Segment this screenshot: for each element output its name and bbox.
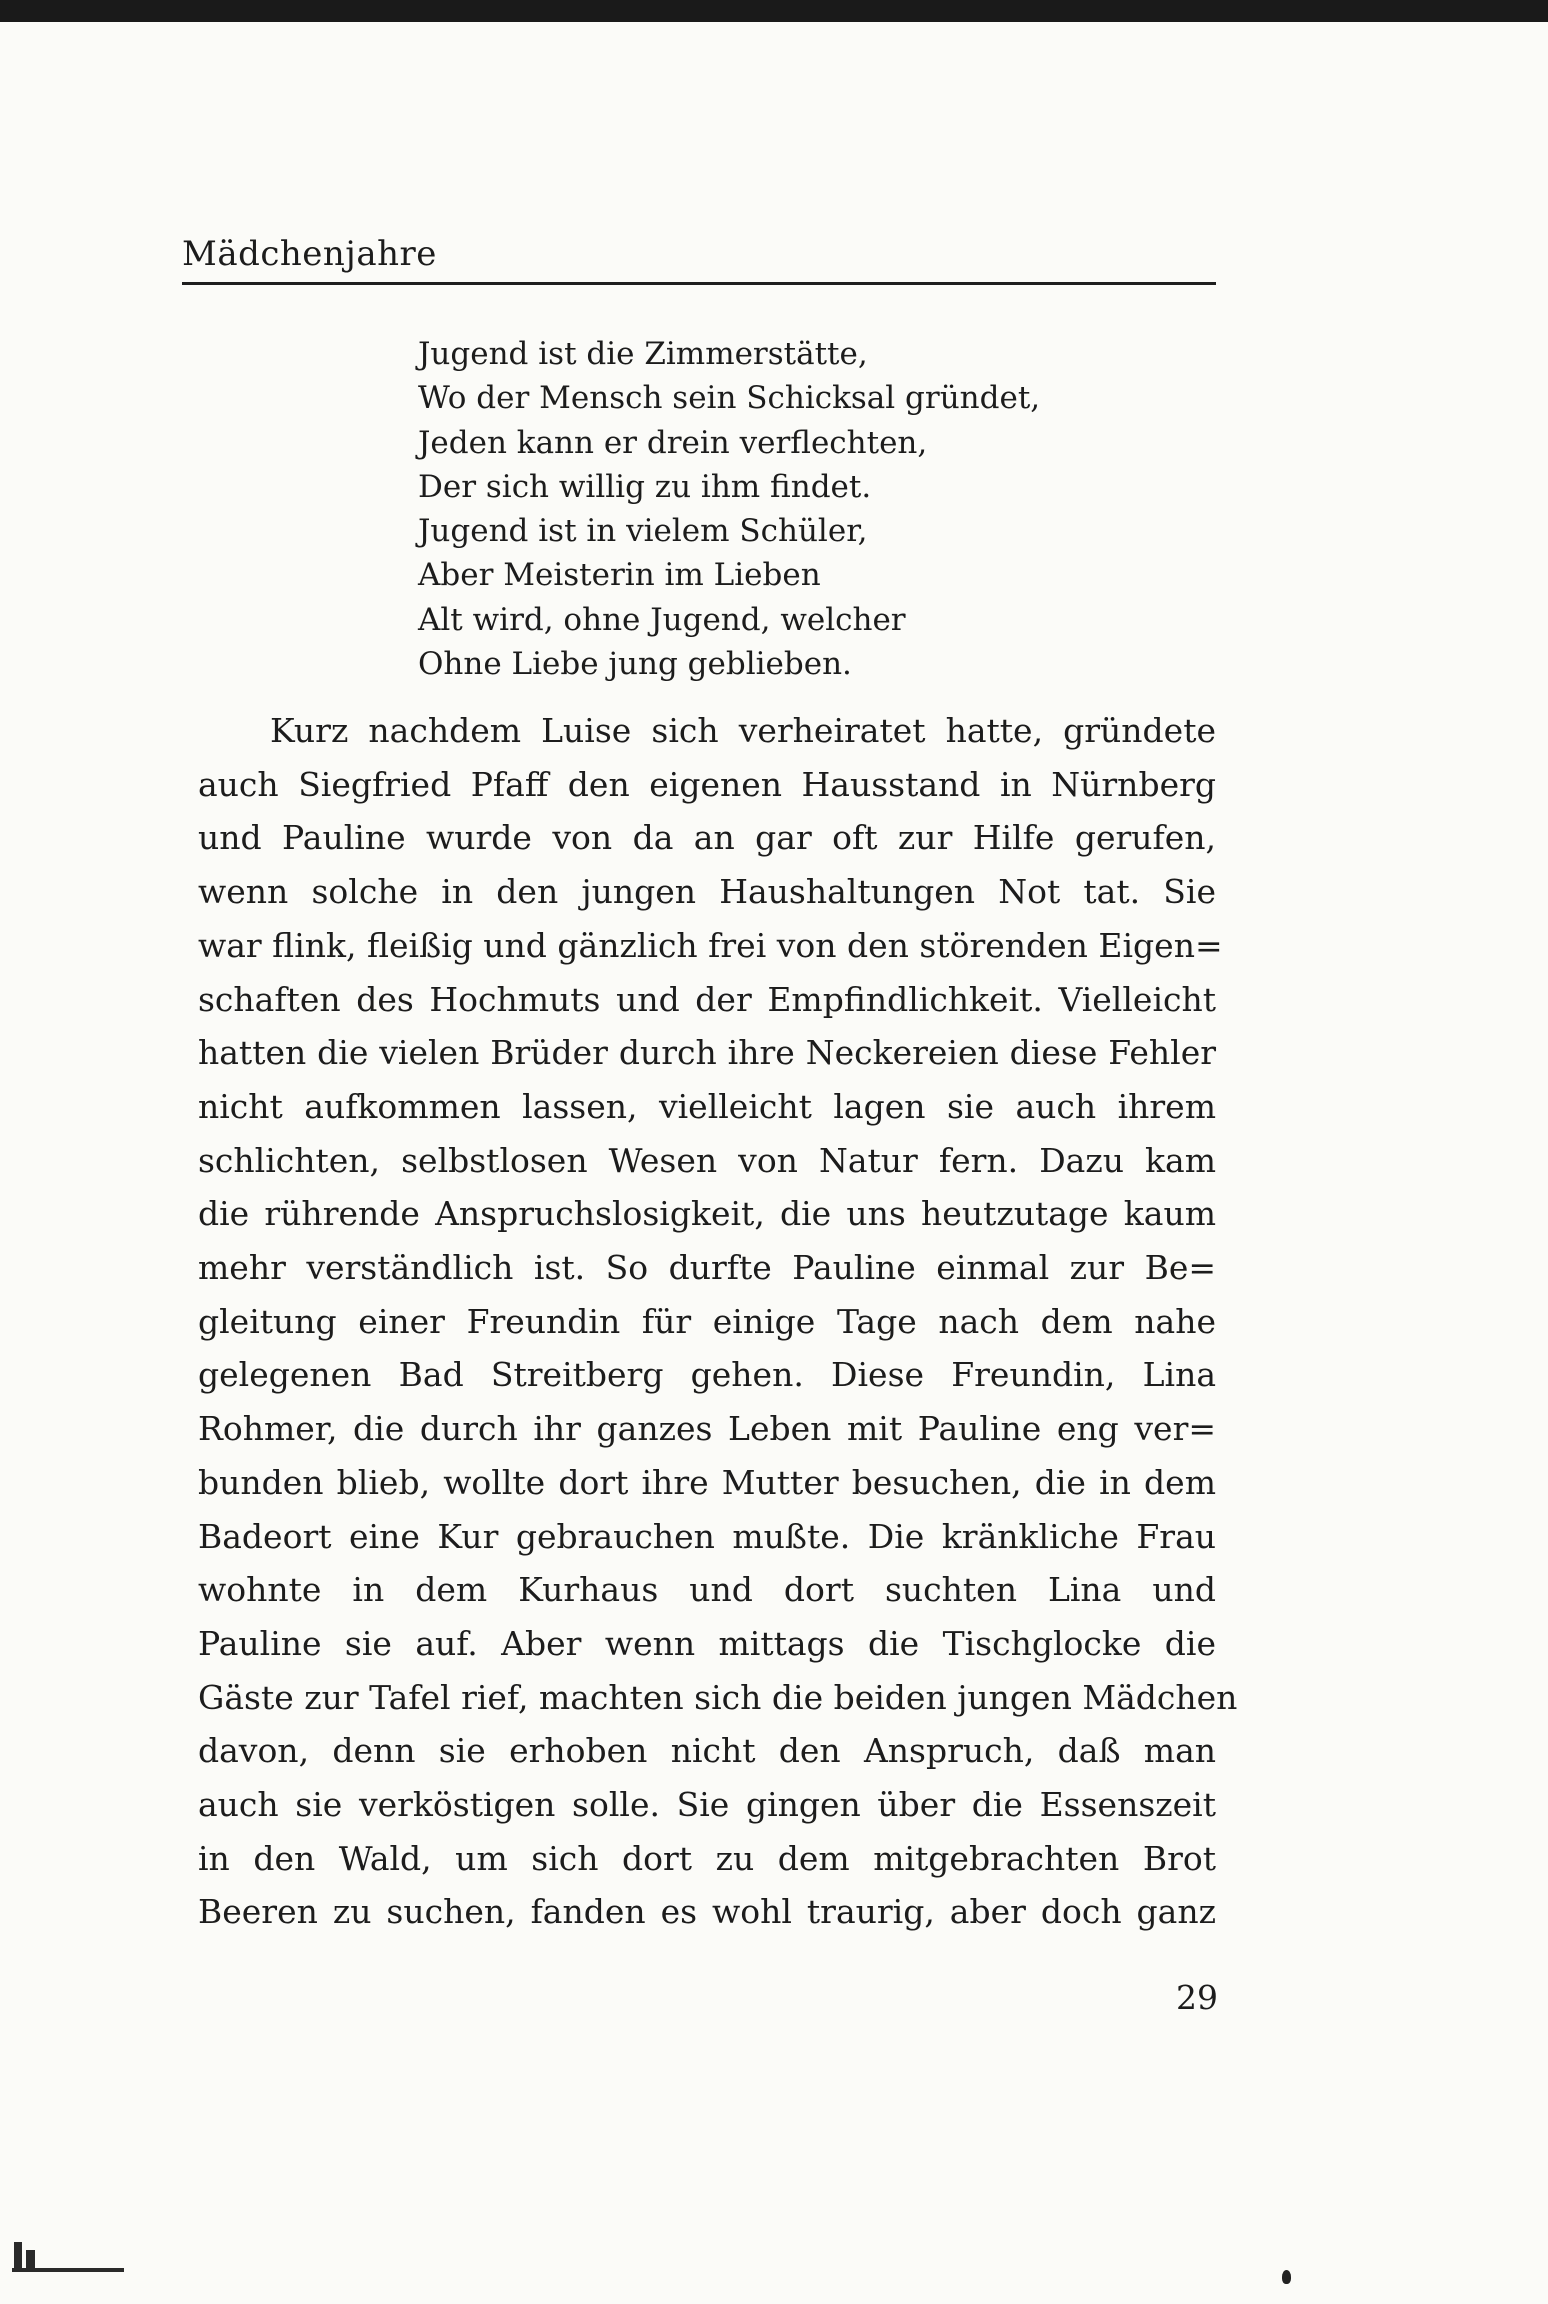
paragraph-line: Rohmer, die durch ihr ganzes Leben mit Pauline eng ver= [198,1409,1216,1449]
paragraph-line: die rührende Anspruchslosigkeit, die uns heutzutage kaum [198,1194,1216,1234]
paragraph-line: auch sie verköstigen solle. Sie gingen über die Essenszeit [198,1785,1216,1825]
poem-block [418,332,1218,686]
paragraph-line: mehr verständlich ist. So durfte Pauline einmal zur Be= [198,1248,1216,1288]
running-title: Mädchenjahre [182,234,437,274]
scan-corner-mark [8,2238,126,2274]
paragraph-line: wohnte in dem Kurhaus und dort suchten Lina und [198,1570,1216,1610]
paragraph-line: Kurz nachdem Luise sich verheiratet hatte, gründete [270,711,1216,750]
poem-line: Ohne Liebe jung geblieben. [418,646,852,683]
top-edge-rule [0,0,1548,22]
poem-line: Aber Meisterin im Lieben [418,557,821,594]
poem-line: Jugend ist in vielem Schüler, [418,513,868,550]
paragraph-line: davon, denn sie erhoben nicht den Anspruch, daß man [198,1731,1216,1771]
poem-line: Jeden kann er drein verflechten, [418,424,928,461]
paragraph-line: Badeort eine Kur gebrauchen mußte. Die kränkliche Frau [198,1516,1216,1556]
poem-line: Wo der Mensch sein Schicksal gründet, [418,380,1041,417]
paragraph-line: gleitung einer Freundin für einige Tage nach dem nahe [198,1301,1216,1341]
poem-line: Jugend ist die Zimmerstätte, [418,336,868,372]
page-header [182,232,1216,285]
body-paragraph [198,704,1238,1939]
paragraph-line: wenn solche in den jungen Haushaltungen Not tat. Sie [198,872,1216,912]
poem-line: Alt wird, ohne Jugend, welcher [418,601,906,638]
paragraph-line: bunden blieb, wollte dort ihre Mutter besuchen, die in dem [198,1462,1216,1502]
paragraph-line: auch Siegfried Pfaff den eigenen Hausstand in Nürnberg [198,764,1216,804]
page-number: 29 [1176,1978,1218,2017]
scan-speck [1282,2270,1291,2284]
paragraph-line: und Pauline wurde von da an gar oft zur Hilfe gerufen, [198,818,1216,858]
paragraph-line: schaften des Hochmuts und der Empfindlichkeit. Vielleicht [198,979,1216,1019]
poem-line: Der sich willig zu ihm findet. [418,468,872,505]
paragraph-line: schlichten, selbstlosen Wesen von Natur fern. Dazu kam [198,1140,1216,1180]
paragraph-line: nicht aufkommen lassen, vielleicht lagen sie auch ihrem [198,1086,1216,1126]
paragraph-line: Pauline sie auf. Aber wenn mittags die Tischglocke die [198,1623,1216,1663]
paragraph-line: war flink, fleißig und gänzlich frei von den störenden Eigen= [198,925,1223,965]
paragraph-line: Gäste zur Tafel rief, machten sich die beiden jungen Mädchen [198,1677,1238,1717]
paragraph-line: hatten die vielen Brüder durch ihre Neckereien diese Fehler [198,1033,1216,1073]
paragraph-line: in den Wald, um sich dort zu dem mitgebrachten Brot [198,1838,1216,1878]
paragraph-line: gelegenen Bad Streitberg gehen. Diese Freundin, Lina [198,1355,1216,1395]
paragraph-line: Beeren zu suchen, fanden es wohl traurig, aber doch ganz [198,1892,1216,1932]
